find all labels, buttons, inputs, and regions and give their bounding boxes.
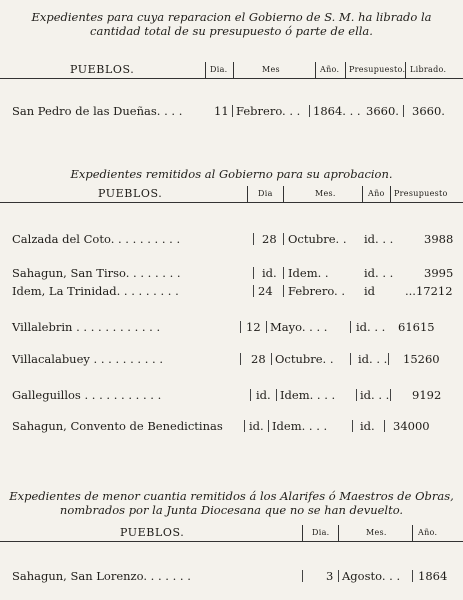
cell-presupuesto: 15260: [403, 352, 440, 366]
section-pending-header: [0, 525, 463, 542]
table-row: [0, 319, 463, 335]
cell-librado: 3660.: [412, 104, 445, 118]
cell-ano: 1864: [418, 569, 448, 583]
section-sent-header: [0, 186, 463, 203]
cell-mes: Febrero. . .: [236, 104, 301, 118]
header-pueblos: PUEBLOS.: [70, 63, 135, 76]
table-row: [0, 568, 463, 584]
cell-mes: Idem. . . .: [272, 419, 328, 433]
header-mes: Mes.: [315, 189, 336, 198]
cell-mes: Octubre. .: [288, 232, 347, 246]
cell-dia: 28: [262, 232, 277, 246]
header-ano: Año: [368, 189, 385, 198]
cell-dia: id.: [249, 419, 264, 433]
cell-pueblo: Sahagun, San Lorenzo. . . . . . .: [12, 569, 191, 583]
header-ano: Año.: [320, 65, 340, 74]
table-row: [0, 283, 463, 299]
cell-ano: id. . .: [358, 352, 388, 366]
table-row: [0, 351, 463, 367]
section-sent: [0, 167, 463, 181]
cell-presupuesto: 61615: [398, 320, 435, 334]
cell-presupuesto: 3660.: [366, 104, 399, 118]
cell-presupuesto: 34000: [393, 419, 430, 433]
header-dia: Dia.: [210, 65, 228, 74]
section-paid-header: [0, 62, 463, 79]
cell-pueblo: Galleguillos . . . . . . . . . . .: [12, 388, 162, 402]
table-header: [0, 525, 463, 542]
cell-pueblo: Calzada del Coto. . . . . . . . . .: [12, 232, 181, 246]
cell-pueblo: Villacalabuey . . . . . . . . . .: [12, 352, 164, 366]
cell-presupuesto: 3995: [424, 266, 454, 280]
table-header: [0, 62, 463, 79]
cell-pueblo: Sahagun, San Tirso. . . . . . . .: [12, 266, 181, 280]
cell-mes: Idem. .: [288, 266, 329, 280]
cell-ano: 1864. . .: [313, 104, 361, 118]
table-row: [0, 103, 463, 119]
cell-ano: id. . .: [364, 266, 394, 280]
cell-ano: id.: [360, 419, 375, 433]
cell-ano: id: [364, 284, 376, 298]
cell-ano: id. . .: [360, 388, 390, 402]
cell-mes: Agosto. . .: [342, 569, 401, 583]
cell-mes: Febrero. .: [288, 284, 346, 298]
header-mes: Mes.: [366, 528, 387, 537]
section-title: Expedientes remitidos al Gobierno para su aprobacion.: [70, 167, 393, 181]
header-dia: Dia.: [312, 528, 330, 537]
cell-dia: 3: [326, 569, 334, 583]
cell-dia: 12: [246, 320, 261, 334]
cell-pueblo: Idem, La Trinidad. . . . . . . . .: [12, 284, 179, 298]
section-title: Expedientes para cuya reparacion el Gobierno de S. M. ha librado la cantidad total de su presupuesto ó parte de ella.: [31, 10, 432, 38]
cell-pueblo: Villalebrin . . . . . . . . . . . .: [12, 320, 161, 334]
cell-pueblo: San Pedro de las Dueñas. . . .: [12, 104, 183, 118]
header-presupuesto: Presupuesto: [394, 189, 448, 198]
cell-presupuesto: ...17212: [405, 284, 453, 298]
header-presupuesto: Presupuesto.: [349, 65, 406, 74]
section-paid: [0, 10, 463, 38]
header-librado: Librado.: [410, 65, 447, 74]
section-title: Expedientes de menor cuantia remitidos á los Alarifes ó Maestros de Obras, nombrados por la Junta Diocesana que no se han devuelto.: [9, 489, 454, 517]
table-row: [0, 418, 463, 434]
cell-dia: 24: [258, 284, 273, 298]
table-row: [0, 265, 463, 281]
header-dia: Dia: [258, 189, 273, 198]
section-pending: [0, 489, 463, 517]
cell-presupuesto: 3988: [424, 232, 454, 246]
table-row: [0, 231, 463, 247]
cell-dia: 11: [214, 104, 229, 118]
header-ano: Año.: [418, 528, 438, 537]
cell-ano: id. . .: [364, 232, 394, 246]
table-header: [0, 186, 463, 203]
cell-dia: 28: [251, 352, 266, 366]
cell-mes: Octubre. .: [275, 352, 334, 366]
header-pueblos: PUEBLOS.: [98, 187, 163, 200]
cell-dia: id.: [262, 266, 277, 280]
header-pueblos: PUEBLOS.: [120, 526, 185, 539]
cell-mes: Mayo. . . .: [270, 320, 328, 334]
table-row: [0, 387, 463, 403]
cell-dia: id.: [256, 388, 271, 402]
cell-ano: id. . .: [356, 320, 386, 334]
cell-presupuesto: 9192: [412, 388, 442, 402]
header-mes: Mes: [262, 65, 280, 74]
cell-pueblo: Sahagun, Convento de Benedictinas: [12, 419, 223, 433]
cell-mes: Idem. . . .: [280, 388, 336, 402]
